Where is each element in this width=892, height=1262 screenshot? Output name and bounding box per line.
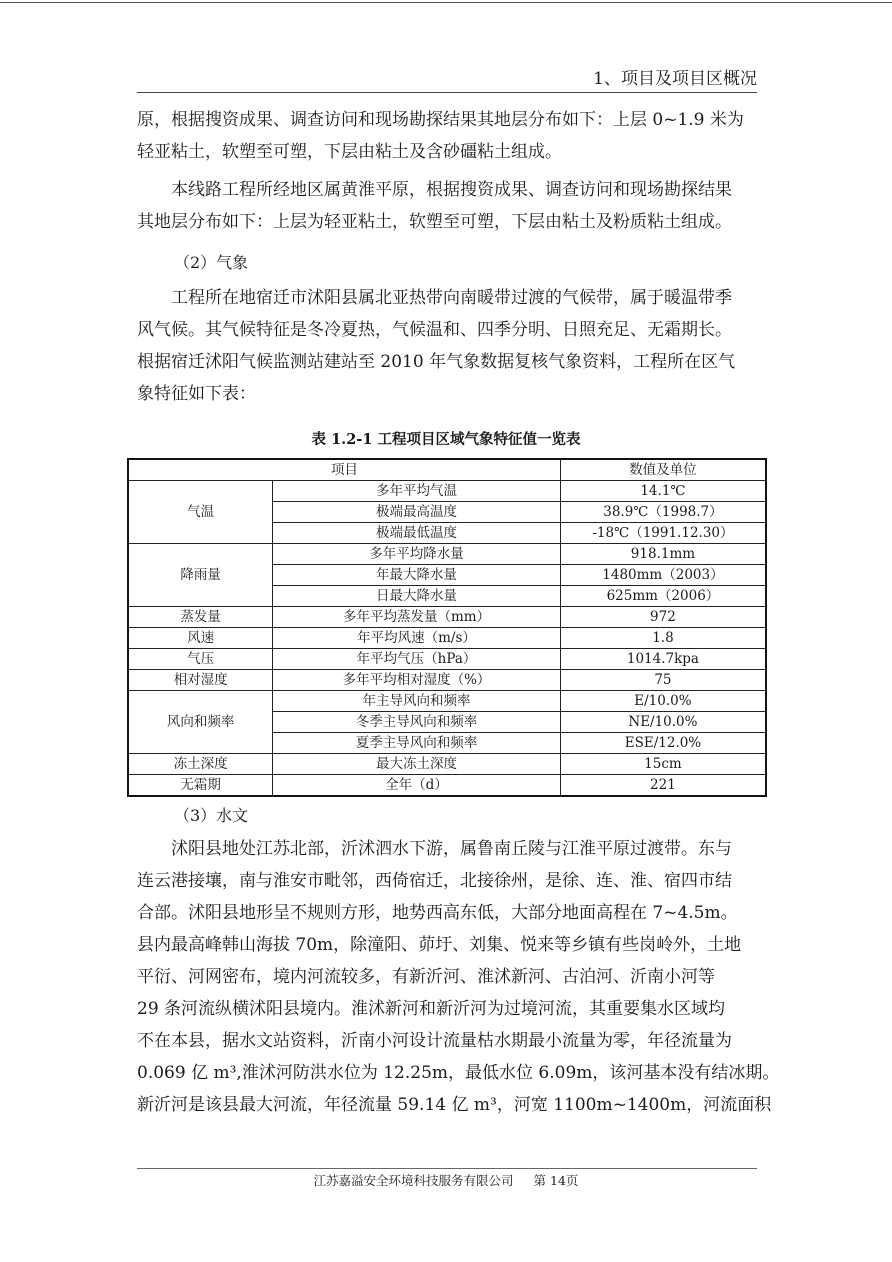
page-number: 第 14页 — [533, 1173, 579, 1188]
table-row — [128, 628, 766, 649]
item-cell: 多年平均相对湿度（%） — [273, 670, 561, 691]
value-cell: 15cm — [560, 754, 766, 775]
text-line: 根据宿迁沭阳气候监测站建站至 2010 年气象数据复核气象资料，工程所在区气 — [137, 352, 736, 372]
group-cell: 冻土深度 — [128, 754, 273, 775]
text-line: 新沂河是该县最大河流，年径流量 59.14 亿 m³，河宽 1100m~1400m，河流面积 — [137, 1095, 772, 1115]
route-paragraph — [137, 174, 757, 238]
group-cell: 相对湿度 — [128, 670, 273, 691]
header-item-cell: 项目 — [128, 459, 560, 481]
table-row — [128, 481, 766, 502]
group-cell: 气压 — [128, 649, 273, 670]
text-line: 风气候。其气候特征是冬冷夏热，气候温和、四季分明、日照充足、无霜期长。 — [137, 320, 732, 340]
value-cell: 38.9℃（1998.7） — [560, 502, 766, 523]
table-row — [128, 544, 766, 565]
text-line: 平衍、河网密布，境内河流较多，有新沂河、淮沭新河、古泊河、沂南小河等 — [137, 967, 715, 987]
item-cell: 年平均气压（hPa） — [273, 649, 561, 670]
value-cell: 625mm（2006） — [560, 586, 766, 607]
table-row — [128, 670, 766, 691]
page-header — [137, 64, 757, 93]
value-cell: 1.8 — [560, 628, 766, 649]
climate-heading: （2）气象 — [174, 253, 249, 272]
value-cell: 1480mm（2003） — [560, 565, 766, 586]
footer-divider — [137, 1168, 757, 1169]
value-cell: 221 — [560, 775, 766, 797]
text-line: 县内最高峰韩山海拔 70m，除潼阳、茆圩、刘集、悦来等乡镇有些岗岭外，土地 — [137, 935, 742, 955]
hydrology-paragraph — [137, 833, 780, 1121]
item-cell: 年主导风向和频率 — [273, 691, 561, 712]
text-line: 0.069 亿 m³,淮沭河防洪水位为 12.25m，最低水位 6.09m，该河基本没有结冰期。 — [137, 1063, 780, 1083]
item-cell: 年最大降水量 — [273, 565, 561, 586]
group-cell: 蒸发量 — [128, 607, 273, 628]
section-title: 1、项目及项目区概况 — [593, 69, 757, 89]
table-row — [128, 691, 766, 712]
table-caption: 表 1.2-1 工程项目区域气象特征值一览表 — [311, 431, 581, 448]
group-cell: 气温 — [128, 481, 273, 544]
text-line: 29 条河流纵横沭阳县境内。淮沭新河和新沂河为过境河流，其重要集水区域均 — [137, 999, 726, 1019]
item-cell: 多年平均蒸发量（mm） — [273, 607, 561, 628]
group-cell: 风向和频率 — [128, 691, 273, 754]
meteorology-table — [127, 458, 767, 797]
item-cell: 多年平均降水量 — [273, 544, 561, 565]
item-cell: 最大冻土深度 — [273, 754, 561, 775]
value-cell: 918.1mm — [560, 544, 766, 565]
value-cell: 972 — [560, 607, 766, 628]
value-cell: ESE/12.0% — [560, 733, 766, 754]
hydrology-heading: （3）水文 — [174, 806, 249, 825]
text-line: 合部。沭阳县地形呈不规则方形，地势西高东低，大部分地面高程在 7~4.5m。 — [137, 903, 738, 923]
item-cell: 极端最高温度 — [273, 502, 561, 523]
text-line: 轻亚粘土，软塑至可塑，下层由粘土及含砂礓粘土组成。 — [137, 142, 562, 162]
value-cell: NE/10.0% — [560, 712, 766, 733]
climate-paragraph — [137, 282, 757, 410]
value-cell: -18℃（1991.12.30） — [560, 523, 766, 544]
text-line: 原，根据搜资成果、调查访问和现场勘探结果其地层分布如下：上层 0~1.9 米为 — [137, 110, 744, 130]
group-cell: 风速 — [128, 628, 273, 649]
group-cell: 无霜期 — [128, 775, 273, 797]
item-cell: 冬季主导风向和频率 — [273, 712, 561, 733]
table-row — [128, 607, 766, 628]
table-header-row — [128, 459, 766, 481]
item-cell: 极端最低温度 — [273, 523, 561, 544]
table-row — [128, 754, 766, 775]
text-line: 其地层分布如下：上层为轻亚粘土，软塑至可塑，下层由粘土及粉质粘土组成。 — [137, 212, 732, 232]
text-line: 工程所在地宿迁市沭阳县属北亚热带向南暖带过渡的气候带，属于暖温带季 — [171, 288, 732, 308]
page-footer — [0, 1171, 892, 1189]
item-cell: 年平均风速（m/s） — [273, 628, 561, 649]
item-cell: 日最大降水量 — [273, 586, 561, 607]
item-cell: 多年平均气温 — [273, 481, 561, 502]
intro-paragraph — [137, 104, 757, 168]
value-cell: 1014.7kpa — [560, 649, 766, 670]
top-border-line — [0, 2, 892, 3]
text-line: 不在本县，据水文站资料，沂南小河设计流量枯水期最小流量为零，年径流量为 — [137, 1031, 732, 1051]
group-cell: 降雨量 — [128, 544, 273, 607]
footer-company: 江苏嘉溢安全环境科技服务有限公司 — [313, 1173, 514, 1188]
value-cell: E/10.0% — [560, 691, 766, 712]
item-cell: 全年（d） — [273, 775, 561, 797]
header-value-cell: 数值及单位 — [560, 459, 766, 481]
table-row — [128, 775, 766, 797]
table-row — [128, 649, 766, 670]
value-cell: 14.1℃ — [560, 481, 766, 502]
text-line: 象特征如下表： — [137, 384, 256, 404]
value-cell: 75 — [560, 670, 766, 691]
item-cell: 夏季主导风向和频率 — [273, 733, 561, 754]
text-line: 连云港接壤，南与淮安市毗邻，西倚宿迁，北接徐州，是徐、连、淮、宿四市结 — [137, 871, 732, 891]
text-line: 本线路工程所经地区属黄淮平原，根据搜资成果、调查访问和现场勘探结果 — [171, 180, 732, 200]
text-line: 沭阳县地处江苏北部，沂沭泗水下游，属鲁南丘陵与江淮平原过渡带。东与 — [171, 839, 732, 859]
